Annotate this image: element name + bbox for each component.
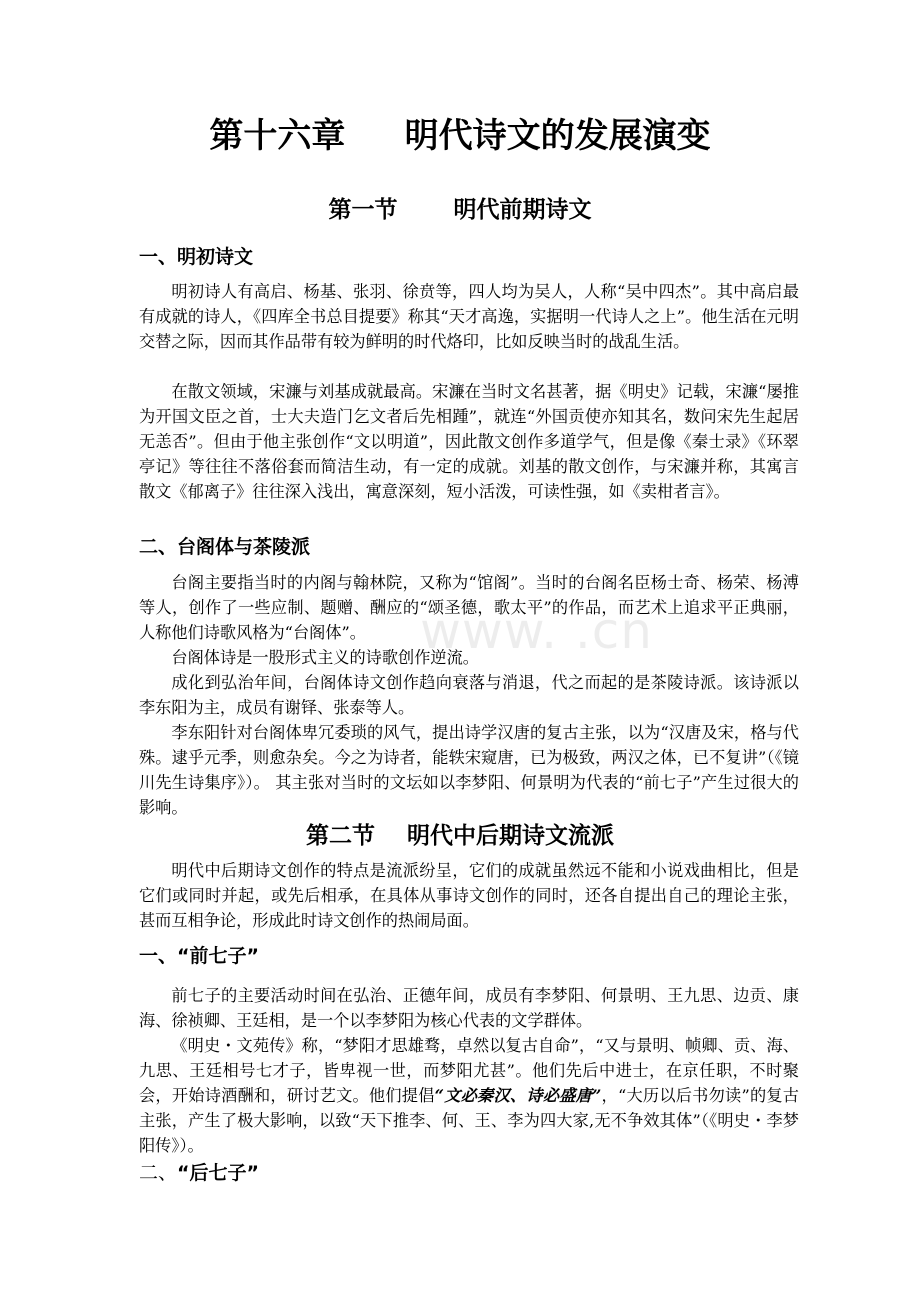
paragraph-text-a: 《明史・文苑传》称，“梦阳才思雄骛，卓然以复古自命”，“又与景明、帧卿、贡、海、九思、王廷相号七才子，皆卑视一世，而梦阳尤甚”。他们先后中进士，在京任职，不时聚会，开始诗酒酬和，研讨艺文。他们提倡 bbox=[139, 1036, 799, 1105]
paragraph-li-dongyang: 李东阳针对台阁体卑冗委琐的风气，提出诗学汉唐的复古主张，以为“汉唐及宋，格与代殊。逮乎元季，则愈杂矣。今之为诗者，能轶宋窥唐，已为极致，两汉之体，已不复讲”（《镜川先生诗集序》）。 其主张对当时的文坛如以李梦阳、何景明为代表的“前七子”产生过很大的影响。 bbox=[139, 723, 799, 817]
emphasis-slogan: “文必秦汉、诗必盛唐” bbox=[434, 1086, 602, 1105]
chapter-title: 第十六章 明代诗文的发展演变 bbox=[209, 116, 711, 156]
section-title-2: 第二节 明代中后期诗文流派 bbox=[305, 823, 615, 849]
paragraph-mid-late-ming: 明代中后期诗文创作的特点是流派纷呈，它们的成就虽然远不能和小说戏曲相比，但是它们或同时并起，或先后相承，在具体从事诗文创作的同时，还各自提出自己的理论主张，甚而互相争论，形成此时诗文创作的热闹局面。 bbox=[139, 861, 799, 930]
heading-taige-chaling: 二、台阁体与茶陵派 bbox=[139, 536, 311, 558]
paragraph-ming-history bbox=[139, 1033, 799, 1158]
watermark: www. .cn bbox=[420, 602, 653, 660]
paragraph-early-poets: 明初诗人有高启、杨基、张羽、徐贲等，四人均为吴人，人称“吴中四杰”。其中高启最有成就的诗人，《四库全书总目提要》称其“天才高逸，实据明一代诗人之上”。他生活在元明交替之际，因而其作品带有较为鲜明的时代烙印，比如反映当时的战乱生活。 bbox=[139, 282, 799, 351]
heading-latter-seven bbox=[139, 1158, 799, 1188]
paragraph-taige-poetry: 台阁体诗是一股形式主义的诗歌创作逆流。 bbox=[171, 648, 479, 667]
heading-former-seven: 一、“前七子” bbox=[139, 945, 259, 967]
section-title-1: 第一节 明代前期诗文 bbox=[328, 197, 592, 223]
paragraph-former-seven-members: 前七子的主要活动时间在弘治、正德年间，成员有李梦阳、何景明、王九思、边贡、康海、徐祯卿、王廷相，是一个以李梦阳为核心代表的文学群体。 bbox=[139, 986, 799, 1030]
heading-text: “后七子” bbox=[177, 1162, 259, 1184]
paragraph-text-b: ，“大历以后书勿读”的复古主张，产生了极大影响，以致“天下推李、何、王、李为四大家,无不争效其体”（《明史・李梦阳传》）。 bbox=[139, 1086, 799, 1155]
paragraph-prose: 在散文领域，宋濂与刘基成就最高。宋濂在当时文名甚著，据《明史》记载，宋濂“屡推为开国文臣之首，士大夫造门乞文者后先相踵”，就连“外国贡使亦知其名，数问宋先生起居无恙否”。但由于他主张创作“文以明道”，因此散文创作多道学气，但是像《秦士录》《环翠亭记》等往往不落俗套而简洁生动，有一定的成就。刘基的散文创作，与宋濂并称，其寓言散文《郁离子》往往深入浅出，寓意深刻，短小活泼，可读性强，如《卖柑者言》。 bbox=[139, 382, 799, 501]
heading-number: 二、 bbox=[139, 1162, 178, 1184]
paragraph-taige: 台阁主要指当时的内阁与翰林院，又称为“馆阁”。当时的台阁名臣杨士奇、杨荣、杨溥等人，创作了一些应制、题赠、酬应的“颂圣德，歌太平”的作品，而艺术上追求平正典丽，人称他们诗歌风格为“台阁体”。 bbox=[139, 573, 799, 642]
heading-early-ming: 一、明初诗文 bbox=[139, 246, 254, 268]
paragraph-chaling: 成化到弘治年间，台阁体诗文创作趋向衰落与消退，代之而起的是茶陵诗派。该诗派以李东阳为主，成员有谢铎、张泰等人。 bbox=[139, 673, 799, 717]
